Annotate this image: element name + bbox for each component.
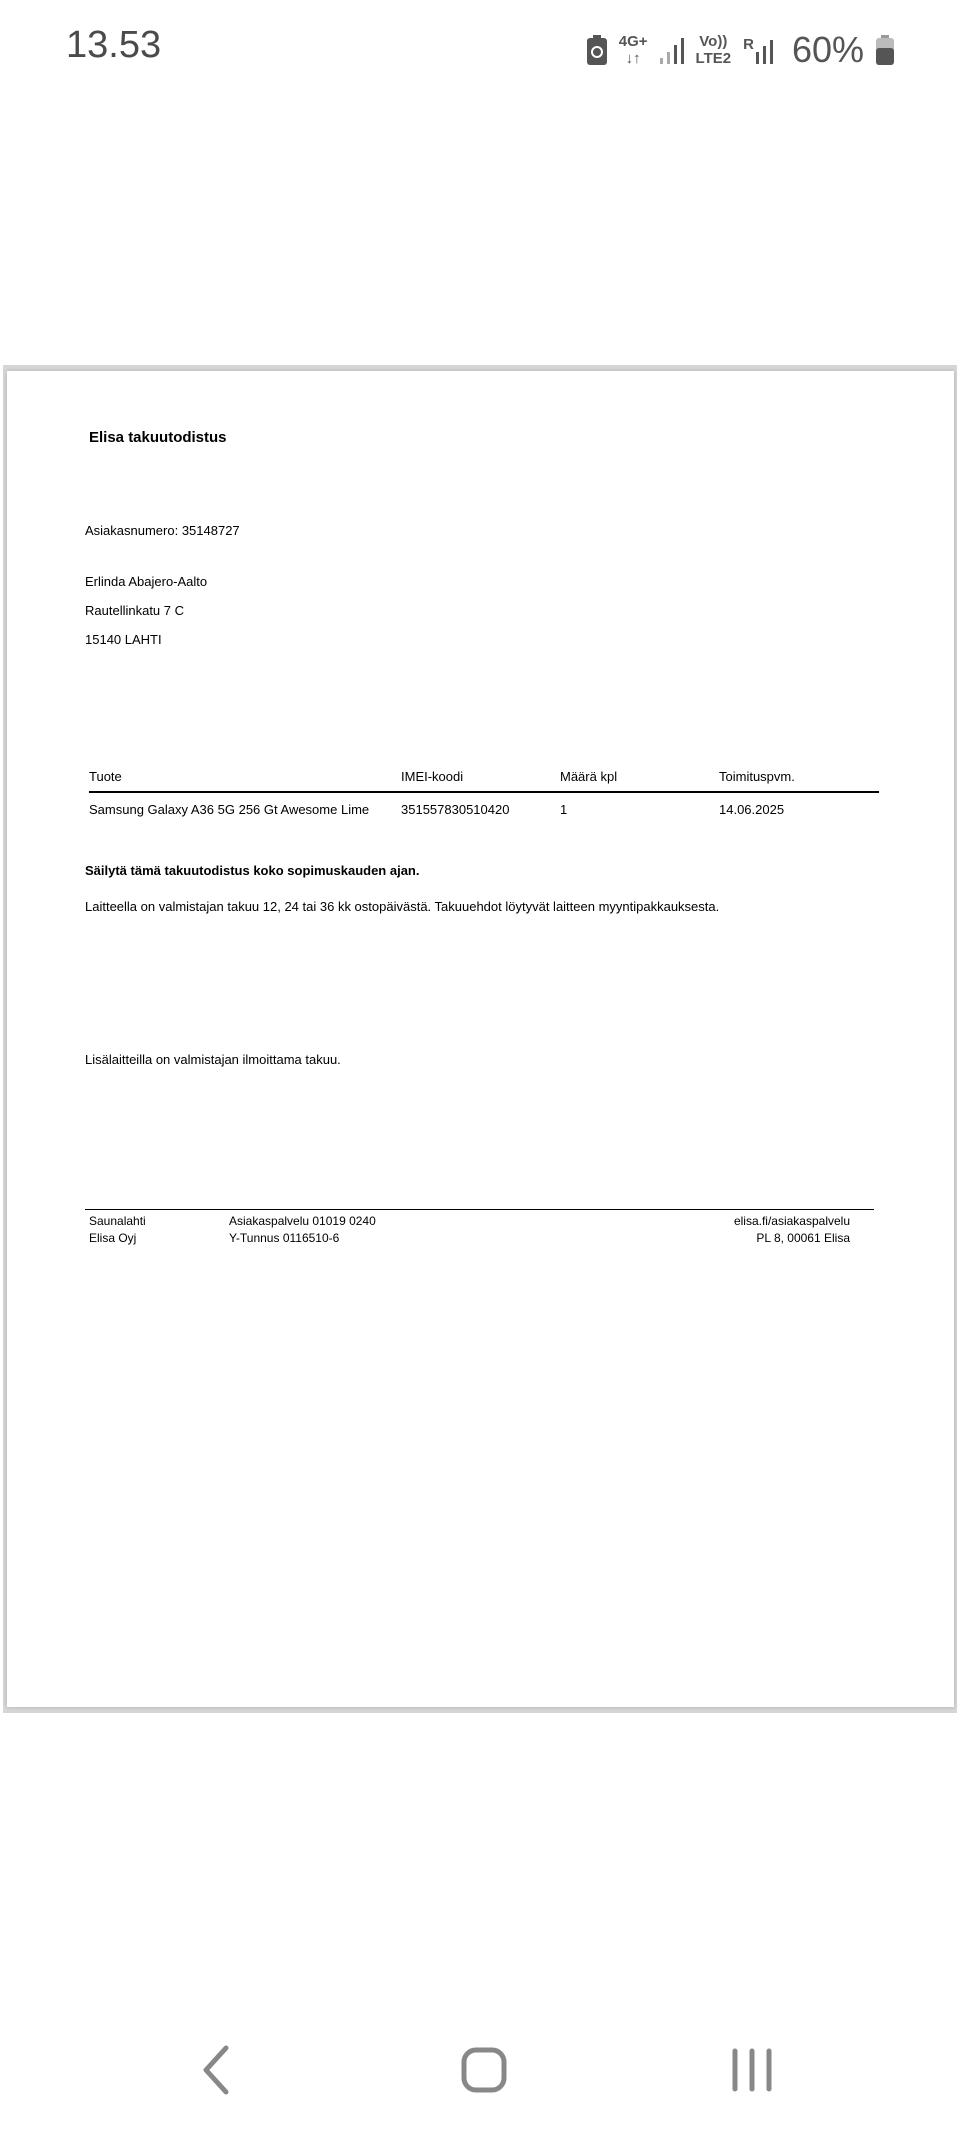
network-type: 4G+: [618, 33, 648, 50]
imei-code: 351557830510420: [401, 802, 510, 817]
recent-apps-button[interactable]: [720, 2038, 784, 2102]
header-delivery-date: Toimituspvm.: [719, 769, 795, 784]
footer-address: PL 8, 00061 Elisa: [756, 1231, 850, 1245]
volte-bottom: LTE2: [695, 50, 732, 67]
status-bar: [0, 0, 960, 96]
recipient-name: Erlinda Abajero-Aalto: [85, 574, 208, 589]
header-product: Tuote: [89, 769, 122, 784]
battery-icon: [876, 35, 894, 65]
product-name: Samsung Galaxy A36 5G 256 Gt Awesome Lime: [89, 802, 370, 817]
header-imei: IMEI-koodi: [401, 769, 464, 784]
roaming-signal-icon: [743, 36, 778, 64]
recipient-street: Rautellinkatu 7 C: [85, 603, 184, 618]
signal-icon: [660, 36, 684, 64]
footer-business-id: Y-Tunnus 0116510-6: [229, 1231, 340, 1245]
footer-brand: Saunalahti: [89, 1214, 146, 1228]
battery-percent: 60%: [791, 29, 864, 70]
back-icon: [196, 2044, 236, 2096]
footer-phone: Asiakaspalvelu 01019 0240: [229, 1214, 376, 1228]
battery-saver-icon: [587, 35, 607, 65]
accessory-warranty-text: Lisälaitteilla on valmistajan ilmoittama takuu.: [85, 1052, 341, 1067]
quantity: 1: [560, 802, 568, 817]
keep-notice: Säilytä tämä takuutodistus koko sopimuskauden ajan.: [85, 863, 420, 878]
navigation-bar: [0, 2020, 960, 2120]
recent-apps-icon: [729, 2047, 775, 2093]
product-table: [89, 763, 879, 821]
back-button[interactable]: [184, 2038, 248, 2102]
roaming-indicator: R: [743, 36, 754, 53]
warranty-text: Laitteella on valmistajan takuu 12, 24 tai 36 kk ostopäivästä. Takuuehdot löytyvät laitteen myyntipakkauksesta.: [85, 899, 720, 914]
document-title: Elisa takuutodistus: [89, 429, 227, 446]
table-row: [89, 793, 879, 821]
data-arrows-icon: 4G+ ↓↑: [618, 33, 648, 67]
status-icons: [587, 28, 894, 72]
volte-icon: [696, 33, 732, 67]
table-header: [89, 763, 879, 793]
customer-number: Asiakasnumero: 35148727: [85, 523, 240, 538]
home-icon: [460, 2046, 508, 2094]
footer-company: Elisa Oyj: [89, 1231, 137, 1245]
header-quantity: Määrä kpl: [560, 769, 618, 784]
footer-divider: [85, 1209, 874, 1210]
document-page[interactable]: [7, 371, 954, 1707]
footer-website: elisa.fi/asiakaspalvelu: [733, 1214, 850, 1228]
status-time: 13.53: [66, 24, 162, 66]
home-button[interactable]: [452, 2038, 516, 2102]
recipient-city: 15140 LAHTI: [85, 632, 162, 647]
delivery-date: 14.06.2025: [719, 802, 785, 817]
volte-top: Vo)): [699, 33, 728, 50]
